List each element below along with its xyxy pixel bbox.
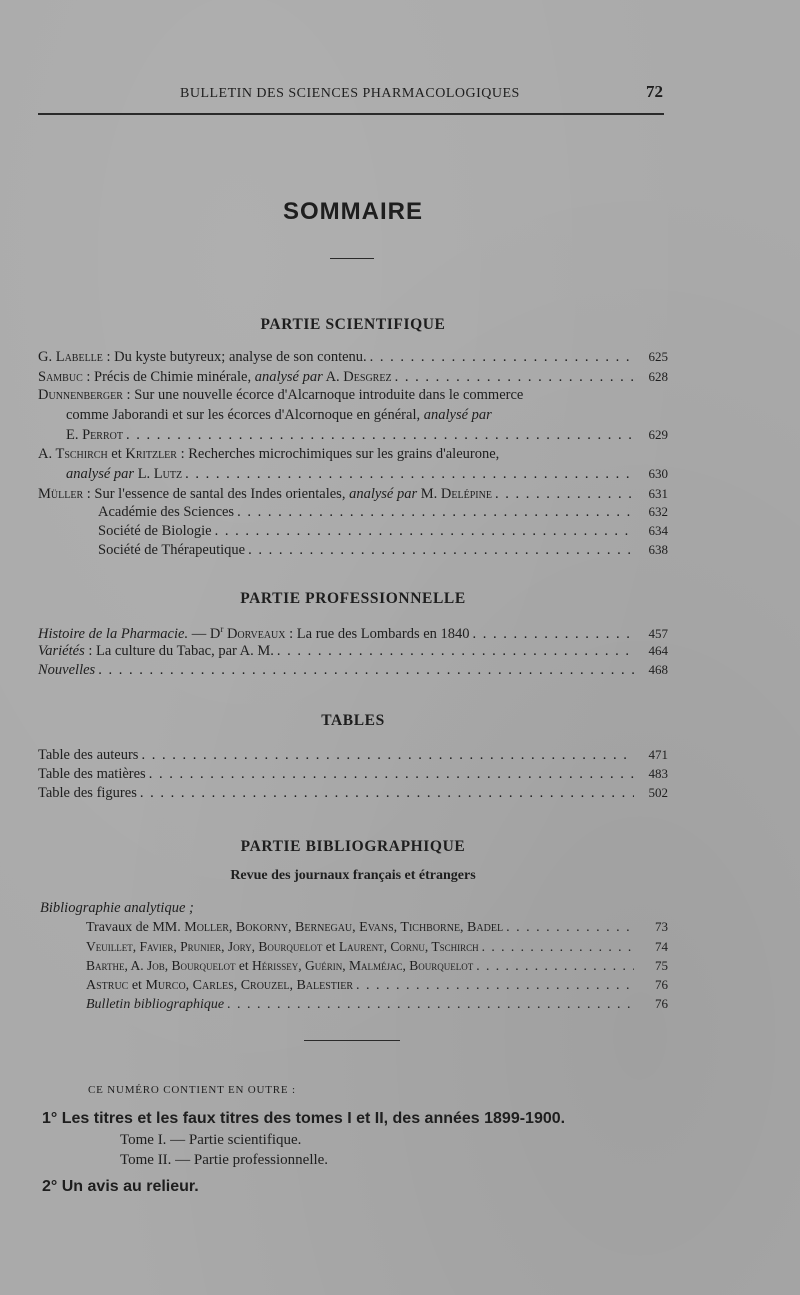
entry-title: Société de Thérapeutique: [98, 542, 246, 558]
bibliography-intro: [40, 900, 194, 917]
author: G. Labelle: [38, 349, 103, 365]
entry-page: 468: [648, 662, 668, 677]
entry-page: 74: [655, 939, 668, 954]
entry-title: : Précis de Chimie minérale,: [82, 369, 255, 385]
toc-entry[interactable]: [66, 466, 668, 483]
entry-title: Académie des Sciences: [98, 504, 235, 520]
entry-title: — D: [188, 625, 221, 642]
section-heading-professionnelle: PARTIE PROFESSIONNELLE: [240, 590, 466, 607]
author-list: Astruc: [86, 978, 129, 993]
entry-italic: Histoire de la Pharmacie.: [38, 625, 189, 642]
notice-item-1: 1° Les titres et les faux titres des tomes I et II, des années 1899-1900.: [42, 1110, 566, 1127]
toc-entry[interactable]: [86, 958, 668, 974]
toc-entry[interactable]: [38, 624, 668, 643]
toc-entry-line[interactable]: [38, 387, 523, 404]
section-heading-scientifique: PARTIE SCIENTIFIQUE: [260, 316, 446, 333]
toc-entry[interactable]: [98, 504, 668, 521]
toc-entry[interactable]: [98, 523, 668, 540]
entry-conj: et: [322, 939, 339, 954]
entry-title: Travaux de MM.: [86, 920, 185, 935]
entry-italic: analysé par: [423, 407, 492, 423]
entry-reviewer: E. Perrot: [66, 427, 123, 443]
entry-title: : Sur une nouvelle écorce d'Alcarnoque introduite dans le commerce: [122, 387, 524, 403]
entry-page: 75: [655, 958, 668, 973]
entry-page: 638: [648, 542, 668, 557]
entry-page: 631: [648, 486, 668, 501]
entry-italic: analysé par: [66, 466, 135, 482]
entry-conj: et: [128, 978, 146, 993]
toc-entry[interactable]: [38, 486, 668, 503]
entry-reviewer: M. Delépine: [417, 486, 492, 502]
entry-title: : Sur l'essence de santal des Indes orientales,: [83, 486, 350, 502]
entry-page: 630: [648, 466, 668, 481]
section-rule: [304, 1040, 400, 1041]
toc-entry[interactable]: [86, 939, 668, 955]
entry-title: Société de Biologie: [98, 523, 212, 539]
notice-tome-2: Tome II. — Partie professionnelle.: [120, 1152, 329, 1168]
author-list: Laurent, Cornu, Tschirch: [338, 939, 479, 954]
title-rule: [330, 258, 374, 259]
author: Dunnenberger: [38, 387, 123, 403]
toc-entry-line[interactable]: [38, 446, 499, 463]
entry-title: : La culture du Tabac, par A. M.: [84, 643, 274, 659]
author-list: Hérissey, Guérin, Malméjac, Bourquelot: [251, 958, 474, 973]
entry-page: 483: [648, 766, 668, 781]
toc-entry[interactable]: [38, 349, 668, 366]
toc-entry[interactable]: [38, 747, 668, 764]
entry-title: Table des matières: [38, 766, 146, 782]
toc-entry[interactable]: [38, 785, 668, 802]
entry-title: : Du kyste butyreux; analyse de son contenu.: [102, 349, 367, 365]
toc-entry[interactable]: [66, 427, 668, 444]
author-list: Moller, Bokorny, Bernegau, Evans, Tichborne, Badel: [184, 920, 504, 935]
author-list: Murco, Carles, Crouzel, Balestier: [145, 978, 354, 993]
running-header: BULLETIN DES SCIENCES PHARMACOLOGIQUES: [180, 86, 520, 101]
entry-page: 471: [648, 747, 668, 762]
entry-page: 628: [648, 369, 668, 384]
author-list: Veuillet, Favier, Prunier, Jory, Bourquelot: [86, 939, 323, 954]
subsection-heading: Revue des journaux français et étrangers: [230, 868, 476, 883]
entry-page: 629: [648, 427, 668, 442]
toc-entry[interactable]: [86, 977, 668, 994]
page-title: SOMMAIRE: [283, 198, 423, 225]
entry-title: : Recherches microchimiques sur les grains d'aleurone,: [176, 446, 500, 462]
header-rule: [38, 113, 664, 115]
entry-page: 73: [655, 919, 668, 934]
entry-page: 502: [648, 785, 668, 800]
toc-entry[interactable]: [38, 766, 668, 783]
entry-page: 457: [648, 625, 668, 641]
author: Sambuc: [38, 369, 83, 385]
entry-italic: analysé par: [349, 486, 418, 502]
author: Müller: [38, 486, 84, 502]
entry-page: 76: [655, 996, 668, 1011]
entry-reviewer: A. Desgrez: [322, 369, 392, 385]
toc-entry[interactable]: [98, 542, 668, 559]
entry-italic: Variétés: [38, 643, 85, 659]
toc-entry[interactable]: [38, 662, 668, 679]
entry-conj: et: [107, 446, 126, 462]
author: Kritzler: [125, 446, 177, 462]
entry-reviewer: L. Lutz: [134, 466, 183, 482]
notice-item-2: 2° Un avis au relieur.: [42, 1178, 199, 1195]
entry-page: 625: [648, 349, 668, 364]
entry-title: comme Jaborandi et sur les écorces d'Alcornoque en général,: [66, 407, 424, 423]
toc-entry[interactable]: [38, 369, 668, 386]
entry-page: 634: [648, 523, 668, 538]
entry-italic: analysé par: [254, 369, 323, 385]
entry-page: 632: [648, 504, 668, 519]
author: Dorveaux: [226, 625, 286, 642]
section-heading-tables: TABLES: [321, 712, 385, 729]
author-list: Barthe, A. Job, Bourquelot: [86, 958, 236, 973]
entry-sup: r: [220, 624, 224, 634]
intro-text: Bibliographie analytique ;: [40, 900, 194, 916]
page-number: 72: [646, 82, 663, 101]
notice-tome-1: Tome I. — Partie scientifique.: [120, 1132, 302, 1148]
entry-italic: Bulletin bibliographique: [86, 997, 225, 1012]
toc-entry[interactable]: [86, 996, 668, 1013]
notice-heading: CE NUMÉRO CONTIENT EN OUTRE :: [88, 1084, 296, 1096]
toc-entry[interactable]: [38, 643, 668, 660]
author: A. Tschirch: [38, 446, 108, 462]
entry-title-rest: : La rue des Lombards en 1840: [285, 625, 470, 642]
entry-page: 76: [655, 977, 668, 992]
entry-page: 464: [648, 643, 668, 658]
toc-entry-line: [66, 407, 492, 424]
entry-title: Table des figures: [38, 785, 137, 801]
entry-conj: et: [235, 958, 252, 973]
toc-entry[interactable]: [86, 919, 668, 936]
section-heading-bibliographique: PARTIE BIBLIOGRAPHIQUE: [240, 838, 466, 855]
entry-italic: Nouvelles: [38, 662, 96, 678]
entry-title: Table des auteurs: [38, 747, 139, 763]
